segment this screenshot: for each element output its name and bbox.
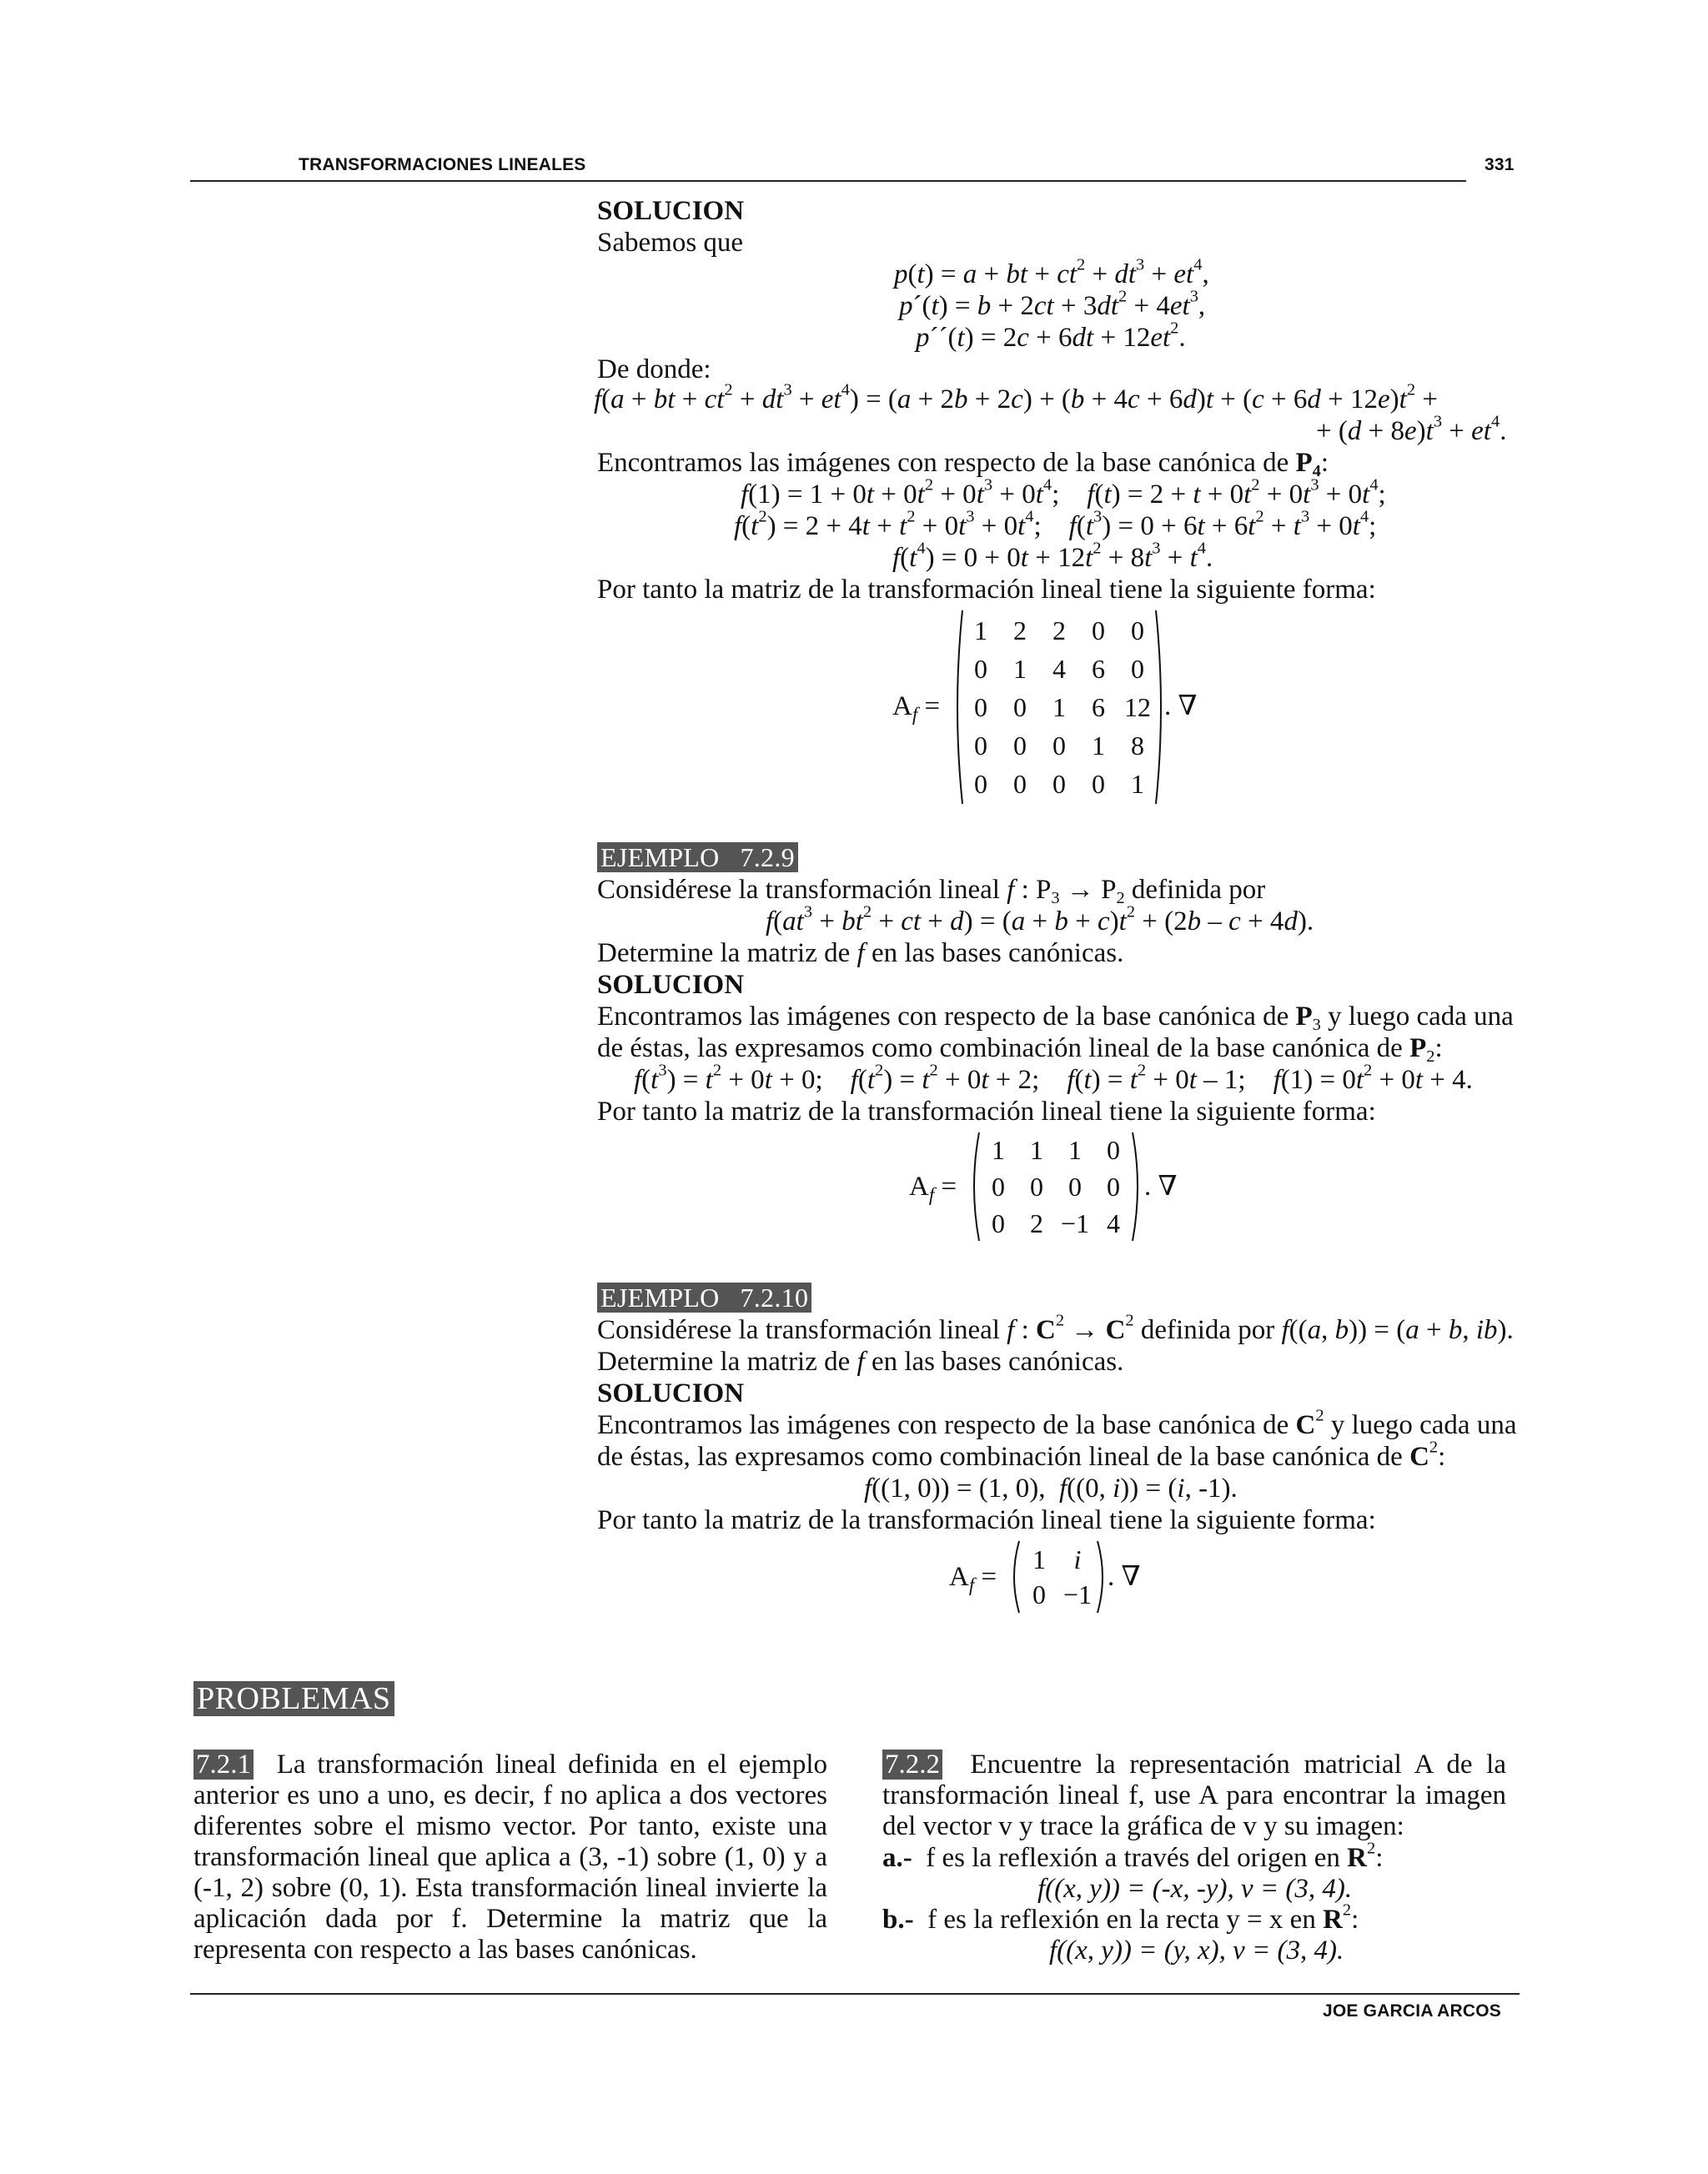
matrix-intro-1: Por tanto la matriz de la transformación lineal tiene la siguiente forma: xyxy=(597,575,1376,605)
problem-number-7-2-2: 7.2.2 xyxy=(882,1750,942,1780)
problem-7-2-2 xyxy=(882,1750,1506,1842)
matrix-entry: 12 xyxy=(1124,692,1151,722)
matrix-entry: 6 xyxy=(1092,654,1105,684)
example-9-definition: $f(at^3 + bt^2$ + ct + $d) = (a + b + c)t^2 + (2b - c + 4d)$. xyxy=(766,902,1314,936)
left-paren xyxy=(1014,1541,1019,1613)
footer-rule xyxy=(190,1993,1520,1995)
matrix-entry: 0 xyxy=(992,1208,1005,1238)
matrix-entry: 0 xyxy=(1032,1579,1046,1609)
matrix-entry: 0 xyxy=(1131,654,1144,684)
example-tag-7-2-9: EJEMPLO 7.2.9 xyxy=(597,842,798,872)
problems-heading: PROBLEMAS xyxy=(193,1681,394,1716)
example-10-task: Determine la matriz de f en las bases canónicas. xyxy=(597,1347,1124,1377)
matrix-entry: 6 xyxy=(1092,692,1105,722)
problem-7-2-1-text: La transformación lineal definida en el ejemplo anterior es uno a uno, es decir, f no aplica a dos vectores diferentes sobre el mismo vector. Por tanto, existe una transformación lineal que aplica a (3, -1) sobre (1, 0) y a (-1, 2) sobre (0, 1). Esta transformación lineal invierte la aplicación dada por f. Determine la matriz que la representa con respecto a las bases canónicas. xyxy=(193,1750,827,1965)
solution-intro: Sabemos que xyxy=(597,228,744,258)
example-10-statement: Considérese la transformación lineal f : $C^2 \to C^2$ definida por f((a, b)) = (a + b, ib). xyxy=(597,1311,1514,1345)
matrix-entry: 0 xyxy=(1068,1172,1082,1202)
matrix-entry: 1 xyxy=(1032,1544,1046,1574)
header-rule xyxy=(190,180,1466,182)
matrix-1 xyxy=(951,609,1168,806)
matrix-entry: i xyxy=(1073,1544,1082,1574)
example-9-statement: Considérese la transformación lineal f : $P_3 \to P_2$ definida por xyxy=(597,875,1266,908)
right-paren xyxy=(1098,1541,1103,1613)
example-9-line3: Encontramos las imágenes con respecto de la base canónica de $P_3$ y luego cada una xyxy=(597,1002,1514,1035)
example-10-images: f((1, 0)) = (1, 0), f((0, i)) = (i, -1). xyxy=(864,1474,1238,1504)
problem-number-7-2-1: 7.2.1 xyxy=(193,1750,254,1780)
matrix-entry: 0 xyxy=(1107,1135,1120,1165)
matrix-entry: 1 xyxy=(1092,731,1105,761)
equation-p-double-prime: p´´(t) = $2c + 6dt + 12et^2$. xyxy=(916,319,1186,353)
solution-heading: SOLUCION xyxy=(597,196,745,226)
example-9-images: $f(t^3) = t^2 + 0t + 0$; $f(t^2) = t^2 + 0t + 2$; $f(t) = t^2 + 0t - 1$; $f(1) = 0t^2 + 0t + 4$. xyxy=(634,1061,1473,1095)
example-10-line3: Encontramos las imágenes con respecto de la base canónica de $C^2$ y luego cada una xyxy=(597,1406,1517,1440)
matrix-end-1: . ∇ xyxy=(1164,691,1198,721)
problem-7-2-2-b-equation: f((x, y)) = (y, x), v = (3, 4). xyxy=(1049,1936,1344,1966)
example-10-solution-heading: SOLUCION xyxy=(597,1378,745,1408)
matrix-entry: 0 xyxy=(1107,1172,1120,1202)
matrix-entry: 0 xyxy=(1013,731,1027,761)
problem-7-2-1 xyxy=(193,1750,827,1966)
equation-f-general-2: + $(d + 8e)t^3 + et^4$. xyxy=(1316,412,1507,446)
matrix-3 xyxy=(1007,1539,1109,1614)
problem-7-2-2-text: Encuentre la representación matricial A de la transformación lineal f, use A para encontrar la imagen del vector v y trace la gráfica de v y su imagen: xyxy=(882,1750,1507,1841)
matrix-entry: 0 xyxy=(974,769,987,799)
equation-f-general-1: f(a + bt + $ct^2 + dt^3 + et^4) = (a + 2b + 2c) + (b + 4c + 6d)t + (c + 6d + 12e)t^2$ + xyxy=(594,380,1438,414)
matrix-2 xyxy=(967,1131,1144,1243)
matrix-entry: 1 xyxy=(1013,654,1027,684)
matrix-entry: 0 xyxy=(1131,615,1144,645)
matrix-intro-2: Por tanto la matriz de la transformación lineal tiene la siguiente forma: xyxy=(597,1097,1376,1127)
matrix-intro-3: Por tanto la matriz de la transformación lineal tiene la siguiente forma: xyxy=(597,1505,1376,1535)
right-paren xyxy=(1133,1132,1138,1241)
matrix-entry: 8 xyxy=(1131,731,1144,761)
matrix-entry: 0 xyxy=(1030,1172,1043,1202)
matrix-entry: 0 xyxy=(1052,769,1066,799)
matrix-entry: −1 xyxy=(1060,1208,1090,1238)
equation-p: p(t) = a + bt + $ct^2 + dt^3 + et^4$, xyxy=(894,255,1209,289)
images-intro: Encontramos las imágenes con respecto de la base canónica de $P_4$: xyxy=(597,448,1329,481)
example-9-task: Determine la matriz de f en las bases canónicas. xyxy=(597,938,1124,968)
basis-p4: $P_4$ xyxy=(1295,448,1321,481)
matrix-entry: 4 xyxy=(1107,1208,1120,1238)
example-9-line4: de éstas, las expresamos como combinación lineal de la base canónica de $P_2$: xyxy=(597,1033,1443,1067)
matrix-entry: −1 xyxy=(1062,1579,1093,1609)
footer-author: JOE GARCIA ARCOS xyxy=(1323,2001,1501,2021)
matrix-entry: 0 xyxy=(974,731,987,761)
matrix-entry: 4 xyxy=(1052,654,1066,684)
equation-p-prime: p´(t) = $b + 2ct + 3dt^2 + 4et^3$, xyxy=(899,287,1206,321)
image-row-2: $f(t^2) = 2 + 4t + t^2 + 0t^3 + 0t^4$; $f(t^3) = 0 + 6t + 6t^2 + t^3 + 0t^4$; xyxy=(734,507,1377,541)
problem-7-2-2-b: b.- f es la reflexión en la recta y = x en $R^2$: xyxy=(882,1900,1359,1935)
matrix-entry: 1 xyxy=(1131,769,1144,799)
matrix-entry: 1 xyxy=(1030,1135,1043,1165)
matrix-label-3: $A_f$ = xyxy=(949,1562,997,1595)
image-row-1: $f(1) = 1 + 0t + 0t^2 + 0t^3 + 0t^4$; $f(t) = 2 + t + 0t^2 + 0t^3 + 0t^4$; xyxy=(741,475,1386,510)
example-tag-7-2-10: EJEMPLO 7.2.10 xyxy=(597,1283,811,1313)
images-intro-text: Encontramos las imágenes con respecto de la base canónica de xyxy=(597,448,1289,478)
example-10-line4: de éstas, las expresamos como combinación lineal de la base canónica de $C^2$: xyxy=(597,1438,1446,1472)
matrix-label-1: $A_f$ = xyxy=(892,691,941,725)
matrix-entry: 2 xyxy=(1052,615,1066,645)
matrix-end-3: . ∇ xyxy=(1108,1562,1141,1592)
matrix-entry: 2 xyxy=(1013,615,1027,645)
matrix-label-2: $A_f$ = xyxy=(909,1172,957,1205)
problem-7-2-2-a-equation: f((x, y)) = (-x, -y), v = (3, 4). xyxy=(1037,1874,1353,1904)
de-donde-label: De donde: xyxy=(597,354,711,384)
matrix-entry: 0 xyxy=(1092,769,1105,799)
matrix-entry: 0 xyxy=(1092,615,1105,645)
image-row-3: $f(t^4) = 0 + 0t + 12t^2 + 8t^3 + t^4$. xyxy=(892,539,1213,573)
matrix-entry: 0 xyxy=(974,692,987,722)
matrix-entry: 1 xyxy=(1052,692,1066,722)
example-9-solution-heading: SOLUCION xyxy=(597,970,745,1000)
matrix-entry: 1 xyxy=(974,615,987,645)
problem-7-2-2-a: a.- f es la reflexión a través del origen en $R^2$: xyxy=(882,1839,1384,1873)
matrix-end-2: . ∇ xyxy=(1144,1172,1178,1202)
matrix-entry: 1 xyxy=(1068,1135,1082,1165)
matrix-entry: 0 xyxy=(1013,692,1027,722)
matrix-entry: 0 xyxy=(1013,769,1027,799)
matrix-entry: 0 xyxy=(992,1172,1005,1202)
running-header-title: TRANSFORMACIONES LINEALES xyxy=(299,155,586,174)
page-number: 331 xyxy=(1484,155,1515,174)
matrix-entry: 1 xyxy=(992,1135,1005,1165)
matrix-entry: 0 xyxy=(1052,731,1066,761)
matrix-entry: 2 xyxy=(1030,1208,1043,1238)
matrix-entry: 0 xyxy=(974,654,987,684)
